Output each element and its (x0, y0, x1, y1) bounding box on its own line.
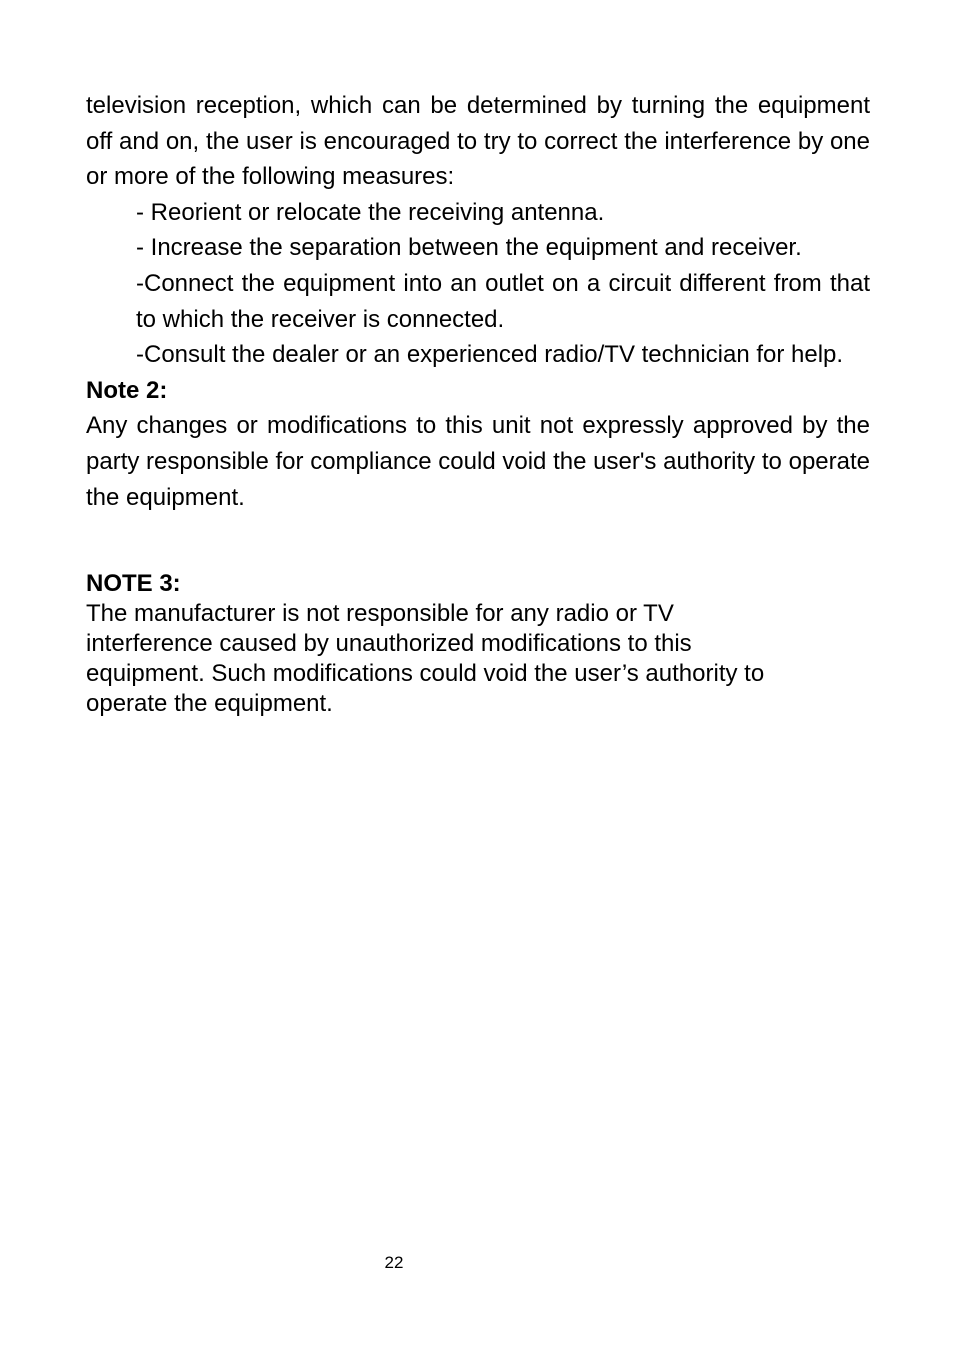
document-page (86, 88, 870, 719)
note3-heading: NOTE 3: (86, 570, 181, 598)
list-item: - Increase the separation between the equipment and receiver. (136, 234, 802, 262)
note3-line: equipment. Such modifications could void the user’s authority to (86, 660, 765, 688)
note2-heading: Note 2: (86, 376, 168, 404)
list-item: -Connect the equipment into an outlet on a circuit different from that to which the receiver is connected. (136, 269, 870, 333)
list-item: - Reorient or relocate the receiving antenna. (136, 198, 605, 226)
note3-body (86, 599, 846, 719)
note3-line: interference caused by unauthorized modifications to this (86, 630, 692, 658)
note3-line: operate the equipment. (86, 690, 333, 718)
note2-body: Any changes or modifications to this unit not expressly approved by the party responsible for compliance could void the user's authority to operate the equipment. (86, 412, 870, 511)
list-item: -Consult the dealer or an experienced radio/TV technician for help. (136, 341, 844, 369)
note3-line: The manufacturer is not responsible for any radio or TV (86, 600, 674, 628)
measures-list (86, 195, 870, 373)
intro-paragraph: television reception, which can be determined by turning the equipment off and on, the user is encouraged to try to correct the interference by one or more of the following measures: (86, 92, 870, 191)
page-number: 22 (384, 1253, 404, 1272)
